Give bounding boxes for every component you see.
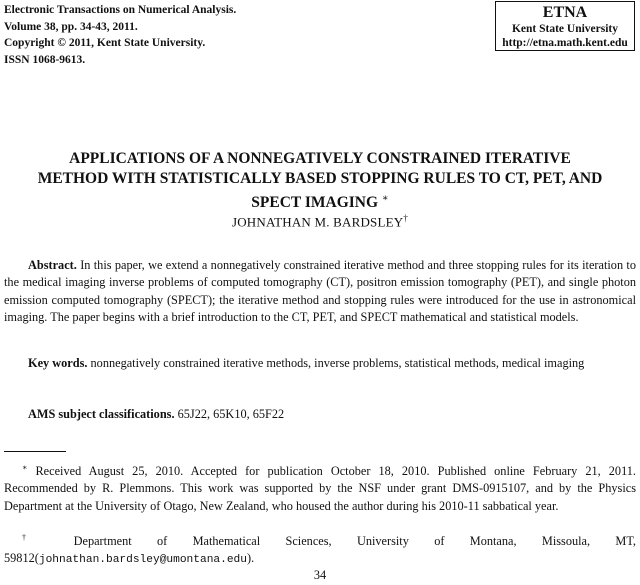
footnote-affiliation bbox=[4, 529, 636, 570]
etna-url[interactable]: http://etna.math.kent.edu bbox=[502, 37, 628, 49]
etna-box bbox=[495, 1, 635, 51]
keywords-label: Key words. bbox=[28, 356, 88, 370]
journal-copyright: Copyright © 2011, Kent State University. bbox=[4, 37, 206, 49]
footnote-received bbox=[4, 459, 636, 515]
ams-label: AMS subject classifications. bbox=[28, 407, 175, 421]
footnote-1-text: Received August 25, 2010. Accepted for publication October 18, 2010. Published online February 21, 2011. Recommended by R. Plemmons. This work was supported by the NSF under grant DMS-0915107, and by the Physics Department at the University of Otago, New Zealand, who housed the author during his 2010-11 sabbatical year. bbox=[4, 464, 636, 513]
journal-issn: ISSN 1068-9613. bbox=[4, 53, 86, 66]
title-line-1: APPLICATIONS OF A NONNEGATIVELY CONSTRAINED ITERATIVE bbox=[69, 150, 571, 167]
keywords-text: nonnegatively constrained iterative methods, inverse problems, statistical methods, medical imaging bbox=[90, 356, 585, 370]
title-footnote-mark: ∗ bbox=[381, 193, 389, 204]
abstract-label: Abstract. bbox=[28, 258, 77, 272]
abstract bbox=[4, 257, 636, 326]
etna-university: Kent State University bbox=[511, 23, 619, 35]
title-line-3-text: SPECT IMAGING bbox=[251, 194, 379, 212]
journal-name: Electronic Transactions on Numerical Analysis. bbox=[4, 4, 237, 16]
footnote-2-close-paren: ). bbox=[246, 551, 255, 566]
ams-classifications bbox=[4, 406, 636, 423]
footnote-2-text: Department of Mathematical Sciences, University of Montana, Missoula, MT, 59812 bbox=[4, 534, 637, 566]
author bbox=[0, 213, 640, 230]
footnote-2-mark: † bbox=[22, 533, 49, 542]
journal-header bbox=[4, 2, 236, 68]
title-line-2: METHOD WITH STATISTICALLY BASED STOPPING RULES TO CT, PET, AND bbox=[37, 170, 603, 187]
abstract-text: In this paper, we extend a nonnegatively constrained iterative method and three stopping rules for its iteration to the medical imaging inverse problems of computed tomography (CT), positron emission tomography (PET), and single photon emission computed tomography (SPECT); the iterative method and stopping rules were introduced for the use in astronomical imaging. The paper begins with a brief introduction to the CT, PET, and SPECT mathematical and statistical models. bbox=[4, 258, 636, 324]
author-footnote-mark: † bbox=[403, 213, 409, 223]
page-number: 34 bbox=[313, 568, 327, 582]
footnote-2-open-paren: ( bbox=[34, 551, 39, 566]
paper-title bbox=[0, 149, 640, 213]
author-name: JOHNATHAN M. BARDSLEY bbox=[231, 214, 404, 230]
footnote-1-mark: ∗ bbox=[22, 463, 28, 472]
ams-text: 65J22, 65K10, 65F22 bbox=[177, 407, 285, 421]
author-email-link[interactable]: johnathan.bardsley@umontana.edu bbox=[38, 554, 247, 567]
journal-volume: Volume 38, pp. 34-43, 2011. bbox=[4, 20, 138, 33]
keywords bbox=[4, 355, 636, 372]
footnote-divider bbox=[4, 451, 66, 452]
title-line-3 bbox=[0, 189, 640, 213]
etna-name: ETNA bbox=[542, 4, 588, 21]
